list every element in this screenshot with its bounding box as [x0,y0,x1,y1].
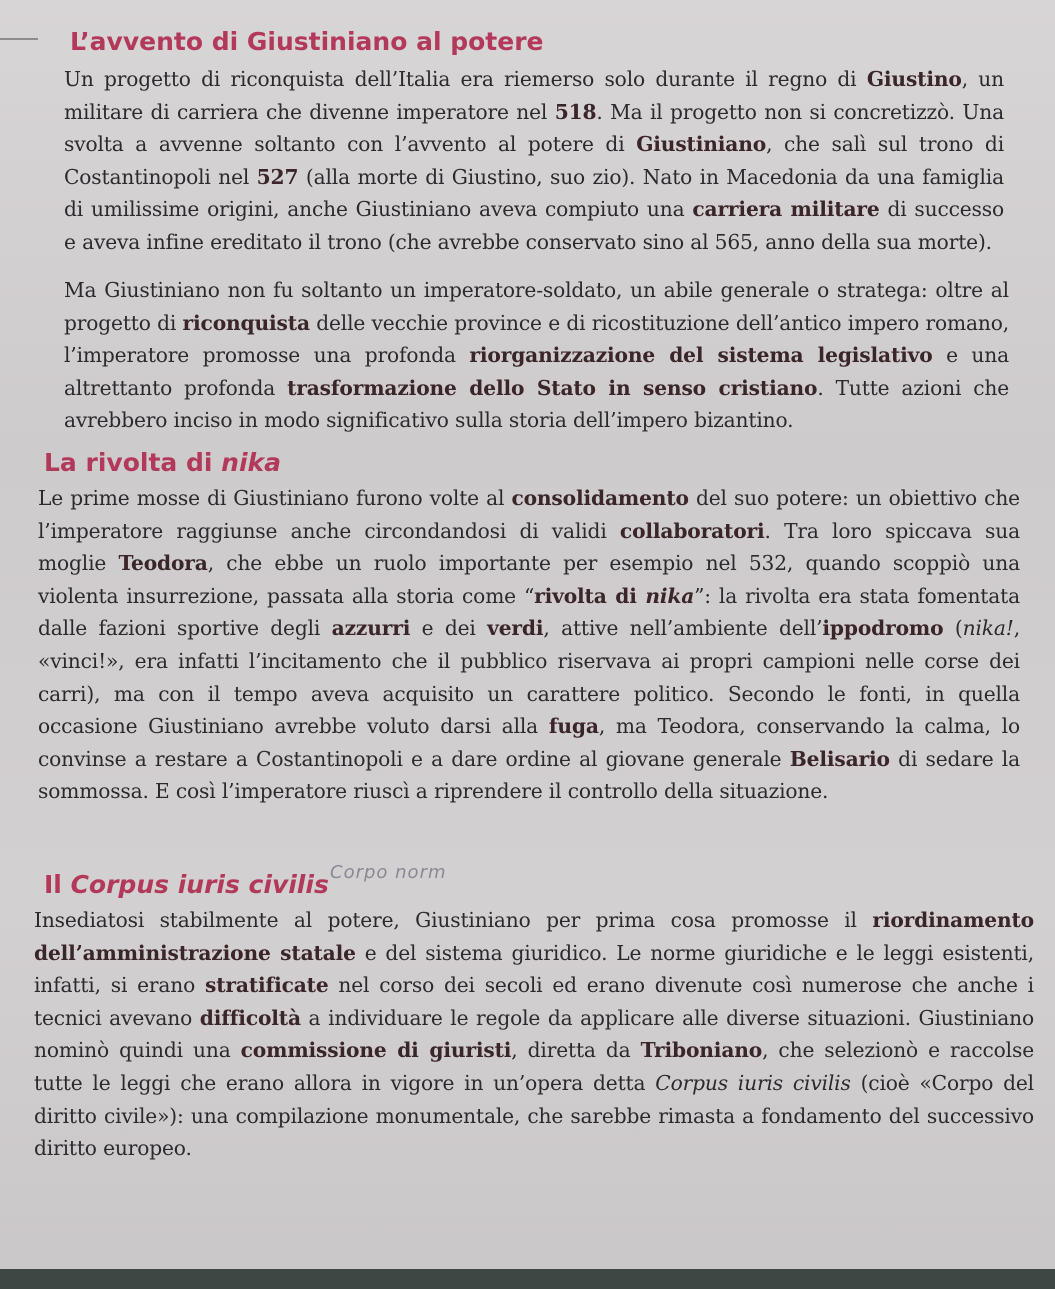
section-heading-corpus: Il Corpus iuris civilis [44,870,329,899]
section-heading-rivolta-text: La rivolta di nika [44,448,282,477]
paragraph-avvento-1: Un progetto di riconquista dell’Italia era riemerso solo durante il regno di Giustino, un militare di carriera che divenne imperatore nel 518. Ma il progetto non si concretizzò. Una svolta a avvenne soltanto con l’avvento al potere di Giustiniano, che salì sul trono di Costantinopoli nel 527 (alla morte di Giustino, suo zio). Nato in Macedonia da una famiglia di umilissime origini, anche Giustiniano aveva compiuto una carriera militare di successo e aveva infine ereditato il trono (che avrebbe conservato sino al 565, anno della sua morte). [64,67,1004,254]
paragraph-corpus: Insediatosi stabilmente al potere, Giustiniano per prima cosa promosse il riordinamento dell’amministrazione statale e del sistema giuridico. Le norme giuridiche e le leggi esistenti, infatti, si erano stratificate nel corso dei secoli ed erano divenute così numerose che anche i tecnici avevano difficoltà a individuare le regole da applicare alle diverse situazioni. Giustiniano nominò quindi una commissione di giuristi, diretta da Triboniano, che selezionò e raccolse tutte le leggi che erano allora in vigore in un’opera detta Corpus iuris civilis (cioè «Corpo del diritto civile»): una compilazione monumentale, che sarebbe rimasta a fondamento del successivo diritto europeo. [34,908,1034,1161]
section-heading-avvento: L’avvento di Giustiniano al potere [70,27,544,56]
section-heading-rivolta [44,448,281,477]
margin-rule [0,38,38,40]
paragraph-avvento-2: Ma Giustiniano non fu soltanto un imperatore-soldato, un abile generale o stratega: oltre al progetto di riconquista delle vecchie province e di ricostituzione dell’antico impero romano, l’imperatore promosse una profonda riorganizzazione del sistema legislativo e una altrettanto profonda trasformazione dello Stato in senso cristiano. Tutte azioni che avrebbero inciso in modo significativo sulla storia dell’impero bizantino. [64,278,1009,433]
paragraph-rivolta: Le prime mosse di Giustiniano furono volte al consolidamento del suo potere: un obiettivo che l’imperatore raggiunse anche circondandosi di validi collaboratori. Tra loro spiccava sua moglie Teodora, che ebbe un ruolo importante per esempio nel 532, quando scoppiò una violenta insurrezione, passata alla storia come “rivolta di nika”: la rivolta era stata fomentata dalle fazioni sportive degli azzurri e dei verdi, attive nell’ambiente dell’ippodromo (nika!, «vinci!», era infatti l’incitamento che il pubblico riservava ai propri campioni nelle corse dei carri), ma con il tempo aveva acquisito un carattere politico. Secondo le fonti, in quella occasione Giustiniano avrebbe voluto darsi alla fuga, ma Teodora, conservando la calma, lo convinse a restare a Costantinopoli e a dare ordine al giovane generale Belisario di sedare la sommossa. E così l’imperatore riuscì a riprendere il controllo della situazione. [38,486,1020,804]
handwritten-note: Corpo norm [330,862,447,883]
page-bottom-edge [0,1269,1055,1289]
